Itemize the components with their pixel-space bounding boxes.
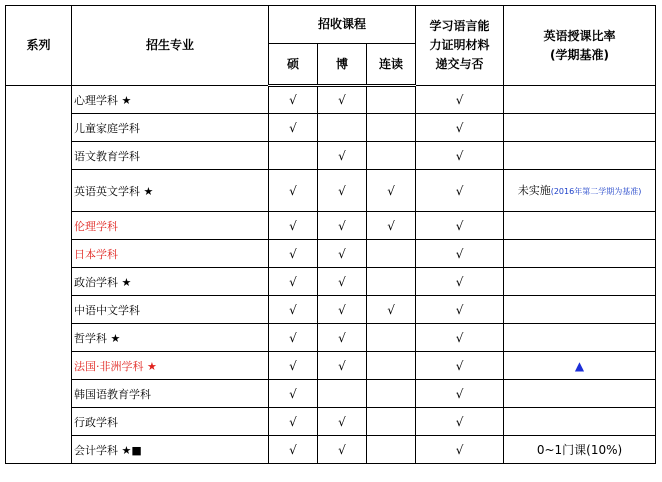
major-cell: 政治学科 ★ — [72, 268, 269, 296]
combined-mark-cell — [367, 380, 416, 408]
major-cell: 哲学科 ★ — [72, 324, 269, 352]
language-mark-cell: √ — [416, 114, 504, 142]
major-cell: 伦理学科 — [72, 212, 269, 240]
english-ratio-cell: 0~1门课(10%) — [504, 436, 656, 464]
major-cell: 行政学科 — [72, 408, 269, 436]
master-mark-cell: √ — [269, 380, 318, 408]
doctor-mark-cell: √ — [318, 352, 367, 380]
table-row — [6, 296, 656, 324]
english-ratio-cell — [504, 380, 656, 408]
english-ratio-status: 未实施 — [517, 183, 551, 197]
language-mark-cell: √ — [416, 268, 504, 296]
table-row — [6, 114, 656, 142]
header-programs: 招收课程 — [269, 6, 416, 44]
master-mark-cell — [269, 142, 318, 170]
header-english-line1: 英语授课比率 — [543, 28, 616, 43]
header-language-line3: 递交与否 — [435, 57, 484, 71]
combined-mark-cell — [367, 352, 416, 380]
doctor-mark-cell: √ — [318, 408, 367, 436]
department-cell — [6, 86, 72, 464]
language-mark-cell: √ — [416, 352, 504, 380]
english-ratio-cell — [504, 240, 656, 268]
table-row — [6, 324, 656, 352]
english-ratio-note: (2016年第二学期为基准) — [550, 186, 642, 196]
master-mark-cell: √ — [269, 436, 318, 464]
header-language-proof — [416, 6, 504, 86]
admissions-table — [5, 5, 656, 464]
language-mark-cell: √ — [416, 296, 504, 324]
doctor-mark-cell — [318, 380, 367, 408]
major-cell: 英语英文学科 ★ — [72, 170, 269, 212]
header-major: 招生专业 — [72, 6, 269, 86]
english-ratio-cell — [504, 296, 656, 324]
master-mark-cell: √ — [269, 296, 318, 324]
table-row — [6, 352, 656, 380]
doctor-mark-cell: √ — [318, 212, 367, 240]
english-ratio-cell — [504, 408, 656, 436]
header-doctor: 博 — [318, 44, 367, 86]
major-cell: 心理学科 ★ — [72, 86, 269, 114]
language-mark-cell: √ — [416, 408, 504, 436]
combined-mark-cell — [367, 114, 416, 142]
english-ratio-cell — [504, 212, 656, 240]
major-cell: 儿童家庭学科 — [72, 114, 269, 142]
doctor-mark-cell: √ — [318, 296, 367, 324]
doctor-mark-cell: √ — [318, 86, 367, 114]
header-department: 系列 — [6, 6, 72, 86]
table-row — [6, 212, 656, 240]
header-english-ratio — [504, 6, 656, 86]
header-language-line1: 学习语言能 — [429, 19, 490, 33]
master-mark-cell: √ — [269, 352, 318, 380]
english-ratio-cell — [504, 268, 656, 296]
language-mark-cell: √ — [416, 240, 504, 268]
doctor-mark-cell: √ — [318, 170, 367, 212]
doctor-mark-cell: √ — [318, 436, 367, 464]
master-mark-cell: √ — [269, 170, 318, 212]
major-cell: 日本学科 — [72, 240, 269, 268]
language-mark-cell: √ — [416, 212, 504, 240]
table-row — [6, 436, 656, 464]
combined-mark-cell — [367, 142, 416, 170]
master-mark-cell: √ — [269, 86, 318, 114]
english-ratio-cell — [504, 142, 656, 170]
combined-mark-cell — [367, 240, 416, 268]
combined-mark-cell: √ — [367, 212, 416, 240]
header-master: 硕 — [269, 44, 318, 86]
combined-mark-cell — [367, 86, 416, 114]
triangle-icon: ▲ — [504, 352, 656, 380]
doctor-mark-cell: √ — [318, 240, 367, 268]
english-ratio-cell — [504, 324, 656, 352]
major-cell: 会计学科 ★■ — [72, 436, 269, 464]
major-cell: 韩国语教育学科 — [72, 380, 269, 408]
combined-mark-cell — [367, 408, 416, 436]
header-english-line2: (学期基准) — [550, 47, 610, 62]
table-row — [6, 268, 656, 296]
language-mark-cell: √ — [416, 324, 504, 352]
english-ratio-cell — [504, 114, 656, 142]
table-row — [6, 380, 656, 408]
table-row — [6, 240, 656, 268]
english-ratio-cell — [504, 86, 656, 114]
combined-mark-cell — [367, 324, 416, 352]
table-body — [6, 86, 656, 464]
major-cell: 语文教育学科 — [72, 142, 269, 170]
header-combined: 连读 — [367, 44, 416, 86]
doctor-mark-cell: √ — [318, 268, 367, 296]
master-mark-cell: √ — [269, 268, 318, 296]
master-mark-cell: √ — [269, 240, 318, 268]
combined-mark-cell: √ — [367, 170, 416, 212]
table-row — [6, 170, 656, 212]
major-cell: 中语中文学科 — [72, 296, 269, 324]
language-mark-cell: √ — [416, 436, 504, 464]
table-row — [6, 86, 656, 114]
language-mark-cell: √ — [416, 380, 504, 408]
language-mark-cell: √ — [416, 86, 504, 114]
master-mark-cell: √ — [269, 408, 318, 436]
language-mark-cell: √ — [416, 170, 504, 212]
language-mark-cell: √ — [416, 142, 504, 170]
doctor-mark-cell: √ — [318, 324, 367, 352]
english-ratio-cell — [504, 170, 656, 212]
master-mark-cell: √ — [269, 212, 318, 240]
master-mark-cell: √ — [269, 324, 318, 352]
doctor-mark-cell: √ — [318, 142, 367, 170]
table-row — [6, 142, 656, 170]
header-language-line2: 力证明材料 — [429, 38, 490, 52]
table-row — [6, 408, 656, 436]
major-cell: 法国·非洲学科 ★ — [72, 352, 269, 380]
doctor-mark-cell — [318, 114, 367, 142]
combined-mark-cell: √ — [367, 296, 416, 324]
master-mark-cell: √ — [269, 114, 318, 142]
combined-mark-cell — [367, 436, 416, 464]
combined-mark-cell — [367, 268, 416, 296]
